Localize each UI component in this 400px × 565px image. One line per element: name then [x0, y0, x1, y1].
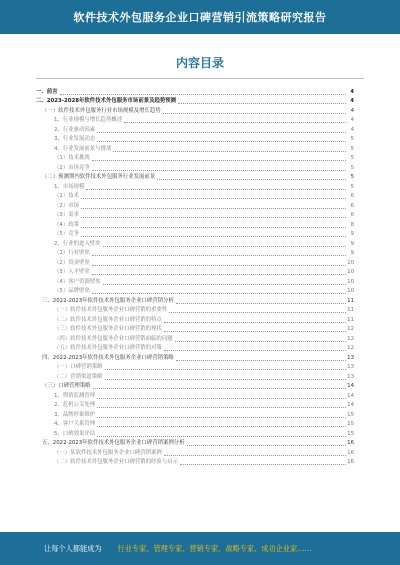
toc-page-number: 16	[347, 459, 354, 465]
toc-page-number: 5	[350, 155, 354, 161]
toc-entry-title: （一）某软件技术外包服务企业口碑营销案例	[54, 449, 162, 456]
toc-entry-title: 1、舆情监测管理	[54, 392, 96, 399]
toc-entry[interactable]	[36, 181, 354, 191]
toc-dot-leader	[93, 388, 346, 389]
toc-entry-title: （3）需求	[54, 212, 79, 218]
toc-entry-title: 三、2022-2023年软件技术外包服务企业口碑营销分析	[42, 297, 174, 304]
toc-entry[interactable]	[36, 191, 354, 201]
toc-page-number: 10	[347, 288, 354, 294]
toc-page-number: 14	[347, 383, 354, 389]
toc-page-number: 6	[350, 193, 354, 199]
toc-dot-leader	[187, 445, 346, 446]
toc-entry[interactable]	[36, 362, 354, 372]
toc-dot-leader	[97, 398, 346, 399]
toc-entry[interactable]	[36, 419, 354, 429]
toc-entry-title: （3）人才壁垒	[54, 269, 90, 275]
toc-entry[interactable]	[36, 381, 354, 391]
toc-entry-title: （1）技术	[54, 193, 79, 199]
toc-entry-title: （二）软件技术外包服务企业口碑营销的特点	[54, 316, 162, 323]
toc-dot-leader	[92, 274, 346, 275]
toc-entry[interactable]	[36, 153, 354, 163]
toc-entry-title: 1、行业规模与增长趋势概述	[54, 117, 123, 123]
toc-entry[interactable]	[36, 105, 354, 115]
toc-dot-leader	[92, 293, 346, 294]
toc-dot-leader	[164, 331, 346, 332]
toc-dot-leader	[81, 198, 346, 199]
toc-page-number: 11	[347, 297, 354, 304]
toc-dot-leader	[103, 284, 346, 285]
toc-page-number: 10	[347, 269, 354, 275]
toc-entry[interactable]	[36, 352, 354, 362]
toc-page-number: 9	[350, 240, 354, 247]
toc-entry[interactable]	[36, 324, 354, 334]
toc-entry[interactable]	[36, 333, 354, 343]
toc-page-number: 15	[347, 430, 354, 437]
toc-entry[interactable]	[36, 200, 354, 210]
toc-entry[interactable]	[36, 390, 354, 400]
toc-dot-leader	[164, 322, 346, 323]
toc-entry[interactable]	[36, 248, 354, 258]
toc-dot-leader	[60, 94, 346, 95]
toc-entry-title: （4）政策	[54, 221, 79, 228]
toc-entry-title: 五、2022-2023年软件技术外包服务企业口碑营销案例分析	[42, 440, 185, 446]
toc-page-number: 13	[347, 364, 354, 370]
toc-dot-leader	[164, 455, 346, 456]
toc-entry-title: （5）品牌壁垒	[54, 288, 90, 294]
toc-dot-leader	[178, 103, 346, 104]
toc-entry-title: 2、危机公关处理	[54, 402, 96, 408]
toc-page-number: 5	[350, 183, 354, 190]
toc-entry[interactable]	[36, 400, 354, 410]
toc-dot-leader	[97, 132, 346, 133]
toc-entry-title: 2、行业驱动因素	[54, 126, 96, 133]
toc-dot-leader	[81, 236, 346, 237]
toc-page-number: 15	[347, 421, 354, 427]
toc-page-number: 4	[350, 126, 354, 133]
toc-dot-leader	[92, 265, 346, 266]
toc-page-number: 14	[347, 392, 354, 399]
toc-entry[interactable]	[36, 115, 354, 125]
footer-tagline: 行业专家、管理专家、营销专家、战略专家、成功企业家……	[117, 543, 312, 553]
toc-entry[interactable]	[36, 229, 354, 239]
toc-dot-leader	[81, 217, 346, 218]
toc-entry-title: （5）竞争	[54, 231, 79, 237]
toc-page-number: 6	[350, 202, 354, 209]
toc-entry-title: 四、2022-2023年软件技术外包服务企业口碑营销策略	[42, 354, 174, 361]
toc-page-number: 6	[350, 212, 354, 218]
toc-entry-title: 4、行业发展前景与挑战	[54, 145, 112, 152]
toc-dot-leader	[97, 417, 346, 418]
toc-page-number: 16	[347, 449, 354, 456]
toc-page-number: 4	[350, 88, 354, 95]
toc-entry[interactable]	[36, 447, 354, 457]
toc-page-number: 11	[347, 307, 354, 313]
toc-dot-leader	[164, 350, 346, 351]
toc-entry-title: （2）资金壁垒	[54, 259, 90, 266]
toc-entry[interactable]	[36, 210, 354, 220]
report-header	[0, 0, 400, 34]
toc-dot-leader	[92, 170, 346, 171]
toc-dot-leader	[105, 369, 346, 370]
toc-entry-title: （2）市场竞争	[54, 164, 90, 171]
toc-page-number: 5	[350, 164, 354, 171]
toc-page-number: 16	[347, 440, 354, 446]
toc-page-number: 11	[347, 316, 354, 323]
toc-entry-title: 4、客户关系管理	[54, 421, 96, 427]
toc-dot-leader	[105, 379, 346, 380]
toc-page-number: 5	[350, 145, 354, 152]
toc-page-number: 10	[347, 259, 354, 266]
toc-entry-title: 一、前言	[36, 88, 58, 95]
toc-entry[interactable]	[36, 143, 354, 153]
toc-entry[interactable]	[36, 457, 354, 467]
toc-entry[interactable]	[36, 305, 354, 315]
toc-dot-leader	[81, 227, 346, 228]
toc-page-number: 13	[347, 354, 354, 361]
toc-entry[interactable]	[36, 409, 354, 419]
toc-entry-title: （4）客户资源壁垒	[54, 278, 101, 285]
toc-entry-title: （一）口碑营销策略	[54, 364, 103, 370]
toc-dot-leader	[103, 246, 346, 247]
toc-heading: 内容目录	[175, 56, 224, 70]
toc-page-number: 4	[350, 98, 354, 104]
toc-page-number: 15	[347, 411, 354, 418]
toc-entry-title: （二）软件技术外包服务企业口碑营销的经验与启示	[54, 459, 178, 465]
toc-entry[interactable]	[36, 162, 354, 172]
toc-entry-title: （五）软件技术外包服务企业口碑营销的对策	[54, 345, 162, 351]
toc-page-number: 14	[347, 402, 354, 408]
toc-entry[interactable]	[36, 428, 354, 438]
toc-entry-title: （一）软件技术外包服务企业口碑营销的重要性	[54, 307, 168, 313]
toc-entry-title: 3、品牌形象维护	[54, 411, 96, 418]
toc-dot-leader	[92, 160, 346, 161]
toc-entry-title: （1）行业壁垒	[54, 250, 90, 256]
toc-entry[interactable]	[36, 238, 354, 248]
toc-entry[interactable]	[36, 343, 354, 353]
toc-dot-leader	[175, 341, 346, 342]
toc-entry-title: （1）技术挑战	[54, 155, 90, 161]
toc-page-number: 9	[350, 231, 354, 237]
toc-dot-leader	[180, 464, 346, 465]
toc-page-number: 12	[347, 335, 354, 342]
toc-dot-leader	[176, 360, 346, 361]
toc-entry[interactable]	[36, 86, 354, 96]
toc-page-number: 5	[350, 136, 354, 142]
divider	[36, 78, 364, 79]
toc-page-number: 4	[350, 117, 354, 123]
toc-page-number: 12	[347, 326, 354, 332]
toc-dot-leader	[163, 113, 346, 114]
toc-dot-leader	[97, 436, 346, 437]
toc-entry-title: （二）预测期内软件技术外包服务行业发展前景	[42, 174, 156, 180]
toc-entry[interactable]	[36, 96, 354, 106]
toc-entry-title: 3、行业发展动态	[54, 136, 96, 142]
table-of-contents	[36, 86, 354, 466]
toc-entry-title: （二）营销渠道策略	[54, 373, 103, 380]
toc-dot-leader	[97, 407, 346, 408]
toc-entry[interactable]	[36, 371, 354, 381]
toc-entry[interactable]	[36, 134, 354, 144]
toc-dot-leader	[124, 122, 346, 123]
toc-entry[interactable]	[36, 257, 354, 267]
toc-entry[interactable]	[36, 295, 354, 305]
toc-dot-leader	[157, 179, 346, 180]
toc-entry-title: 5、口碑效果评估	[54, 430, 96, 437]
toc-entry-title: （四）软件技术外包服务企业口碑营销面临的问题	[54, 335, 173, 342]
report-title: 软件技术外包服务企业口碑营销引流策略研究报告	[73, 11, 327, 24]
toc-dot-leader	[113, 151, 346, 152]
toc-entry-title: 1、市场规模	[54, 183, 85, 190]
report-footer	[0, 532, 400, 565]
toc-entry-title: （三）软件技术外包服务企业口碑营销的现状	[54, 326, 162, 332]
toc-entry[interactable]	[36, 286, 354, 296]
toc-entry[interactable]	[36, 276, 354, 286]
toc-page-number: 4	[350, 107, 354, 114]
toc-entry-title: （2）市场	[54, 202, 79, 209]
toc-dot-leader	[86, 189, 346, 190]
toc-page-number: 8	[350, 221, 354, 228]
toc-dot-leader	[81, 208, 346, 209]
toc-entry[interactable]	[36, 124, 354, 134]
toc-entry[interactable]	[36, 172, 354, 182]
toc-dot-leader	[97, 141, 346, 142]
toc-dot-leader	[97, 426, 346, 427]
toc-page-number: 9	[350, 250, 354, 256]
toc-entry-title: 二、2023-2028年软件技术外包服务市场前景及趋势预测	[36, 98, 177, 104]
toc-page-number: 13	[347, 373, 354, 380]
footer-slogan: 让每个人都能成为	[44, 543, 102, 553]
toc-entry[interactable]	[36, 438, 354, 448]
toc-entry-title: （三）口碑管理策略	[42, 383, 91, 389]
toc-entry[interactable]	[36, 219, 354, 229]
toc-page-number: 12	[347, 345, 354, 351]
toc-dot-leader	[176, 303, 346, 304]
toc-entry[interactable]	[36, 314, 354, 324]
toc-entry-title: （一）软件技术外包服务行业市场规模及增长趋势	[42, 107, 161, 114]
toc-dot-leader	[169, 312, 346, 313]
toc-page-number: 10	[347, 278, 354, 285]
toc-dot-leader	[92, 255, 346, 256]
toc-entry[interactable]	[36, 267, 354, 277]
toc-page-number: 5	[350, 174, 354, 180]
toc-entry-title: 2、行业的进入壁垒	[54, 240, 101, 247]
